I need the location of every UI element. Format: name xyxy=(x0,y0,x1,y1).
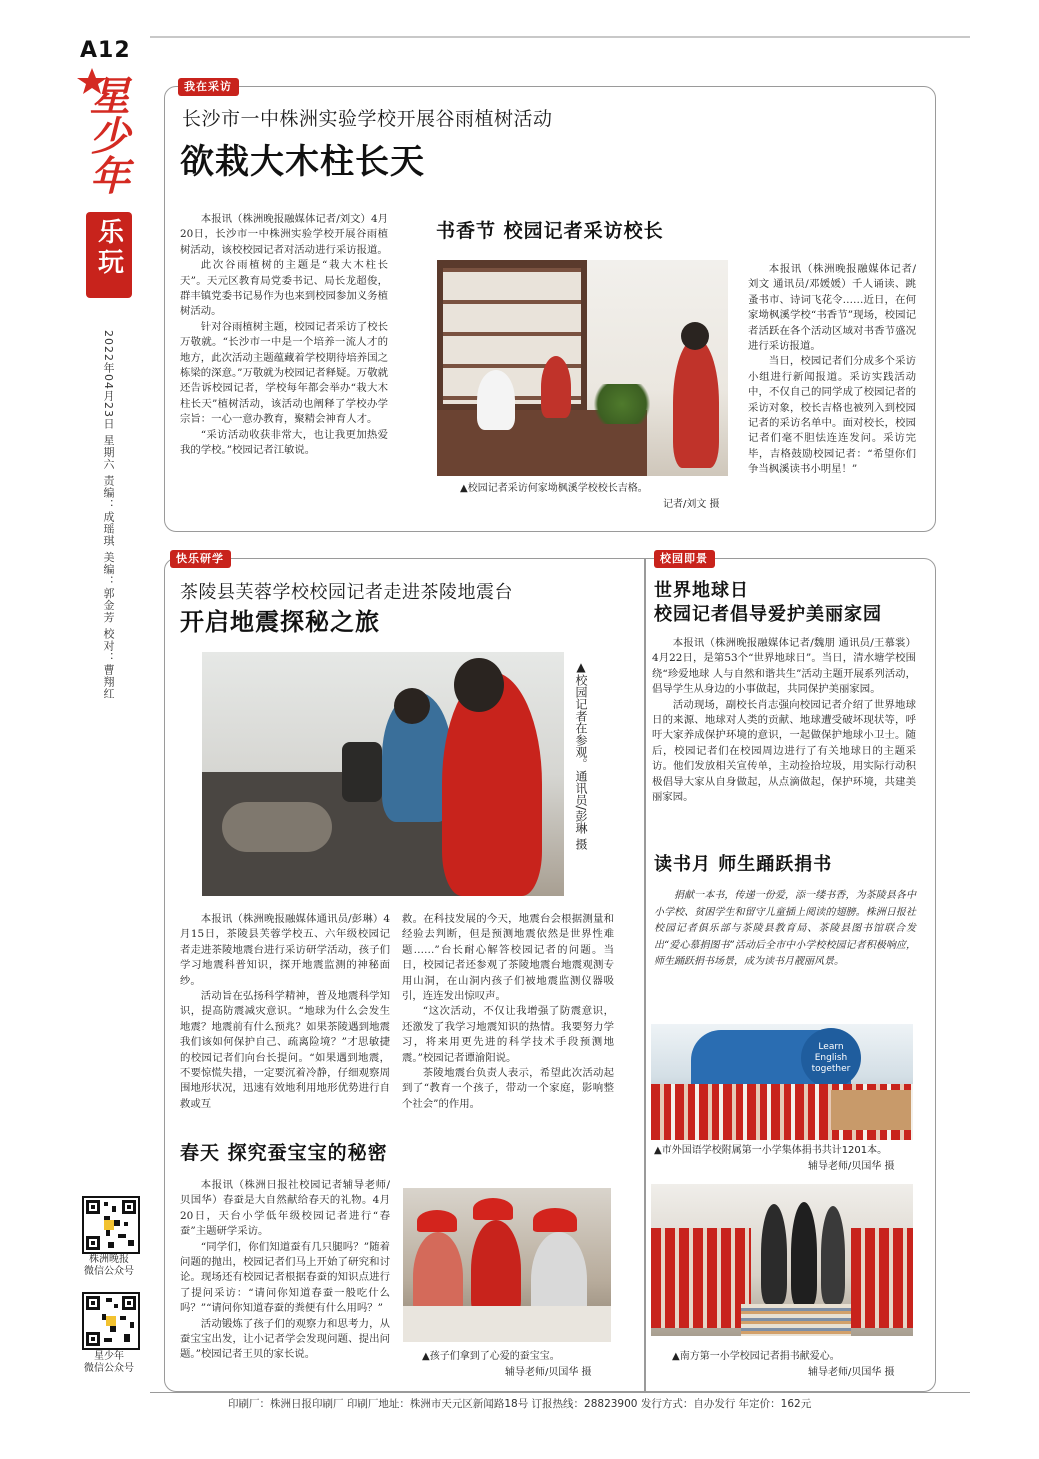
instrument-cylinder xyxy=(222,802,332,852)
red-cap xyxy=(533,1208,577,1232)
story2-body xyxy=(748,262,916,478)
qr-pattern-icon xyxy=(84,1294,138,1348)
story3-kicker: 茶陵县芙蓉学校校园记者走进茶陵地震台 xyxy=(180,582,513,603)
story1-paragraph: 此次谷雨植树的主题是“栽大木柱长天”。天元区教育局党委书记、局长龙超俊，群丰镇党委书记易作为也来到校园参加义务植树活动。 xyxy=(180,259,388,318)
book-boxes xyxy=(831,1090,911,1130)
story4-photo xyxy=(403,1188,611,1342)
story5-body xyxy=(652,636,916,805)
story4-paragraph: 活动锻炼了孩子们的观察力和思考力，从蚕宝宝出发，让小记者学会发现问题、提出问题。”校园记者王贝的家长说。 xyxy=(180,1317,390,1361)
student-group xyxy=(651,1228,751,1328)
reporter-figure xyxy=(673,338,719,468)
story6-photo2-credit: 辅导老师/贝国华 摄 xyxy=(808,1367,895,1378)
qr-label-1 xyxy=(72,1254,146,1278)
qr-label-2 xyxy=(72,1351,146,1375)
qr-label-2-line2: 微信公众号 xyxy=(84,1363,134,1374)
footer: 印刷厂：株洲日报印刷厂 印刷厂地址：株洲市天元区新闻路18号 订报热线：28823900 发行方式：自办发行 年定价：162元 xyxy=(228,1398,812,1410)
svg-text:少: 少 xyxy=(90,114,130,160)
story2-credit: 记者/刘文 摄 xyxy=(663,499,720,510)
story5-headline-line2: 校园记者倡导爱护美丽家园 xyxy=(654,604,882,625)
adult-figure xyxy=(821,1206,845,1304)
story3-paragraph: 本报讯（株洲晚报融媒体通讯员/彭琳）4月15日，茶陵县芙蓉学校五、六年级校园记者走进茶陵地震台进行采访研学活动，孩子们学习地震科普知识，探开地震监测的神秘面纱。 xyxy=(180,913,390,987)
story1-paragraph: 针对谷雨植树主题，校园记者采访了校长万敬就。“长沙市一中是一个培养一流人才的地方，此次活动主题蕴藏着学校期待培养国之栋梁的深意。”万敬就为校园记者释疑。万敬就还告诉校园记者，学校每年都会举办“栽大木柱长天”植树活动，该活动也阐释了学校办学宗旨：一心一意办教育，聚精会神育人才。 xyxy=(180,320,388,426)
red-cap xyxy=(417,1210,457,1232)
student-group xyxy=(851,1228,913,1328)
student-head xyxy=(454,658,504,712)
story1-headline: 欲栽大木柱长天 xyxy=(180,142,425,182)
story4-paragraph: “同学们，你们知道蚕有几只腿吗？”随着问题的抛出，校园记者们马上开始了研究和讨论。现场还有校园记者根据春蚕的知识点进行了提问采访：“请问你知道春蚕一般吃什么吗？”“请问你知道春蚕的粪便有什么用吗？” xyxy=(180,1240,390,1315)
story3-tag: 快乐研学 xyxy=(170,550,231,568)
footer-rule xyxy=(150,1392,970,1393)
story6-photo1 xyxy=(651,1024,913,1140)
child-figure xyxy=(471,1220,521,1320)
story3-paragraph: “这次活动，不仅让我增强了防震意识，还激发了我学习地震知识的热情。我要努力学习，将来用更先进的科学技术手段预测地震。”校园记者谭渝阳说。 xyxy=(402,1005,614,1064)
reporter-figure xyxy=(541,356,571,418)
qr-label-1-line2: 微信公众号 xyxy=(84,1266,134,1277)
story2-photo xyxy=(437,260,728,476)
qr-code-star-youth[interactable] xyxy=(82,1292,140,1350)
red-cap xyxy=(473,1198,513,1220)
reporter-head xyxy=(681,322,709,350)
section-label xyxy=(86,212,132,298)
qr-pattern-icon xyxy=(84,1198,138,1252)
qr-code-zhuzhou-evening[interactable] xyxy=(82,1196,140,1254)
story6-photo1-credit: 辅导老师/贝国华 摄 xyxy=(808,1161,895,1172)
story6-intro-text: 捐献一本书，传递一份爱，添一缕书香，为茶陵县各中小学校、贫困学生和留守儿童插上阅读的翅膀。株洲日报社校园记者俱乐部与茶陵县教育局、茶陵县图书馆联合发出“爱心慕捐图书”活动后全市中小学校校园记者积极响应，师生踊跃捐书场景，成为读书月靓丽风景。 xyxy=(654,890,916,967)
student-head xyxy=(394,688,430,724)
story2-caption: ▲校园记者采访何家坳枫溪学校校长吉格。 xyxy=(460,483,648,494)
section-label-text: 乐玩 xyxy=(93,218,124,278)
dateline: 2022年04月23日 星期六 责编：成瑶琪 美编：郭金芳 校对：曹翔红 xyxy=(102,330,115,700)
story1-paragraph: 本报讯（株洲晚报融媒体记者/刘文）4月20日，长沙市一中株洲实验学校开展谷雨植树活动，该校校园记者对活动进行采访报道。 xyxy=(180,213,388,256)
story3-col1 xyxy=(180,912,390,1112)
story4-credit: 辅导老师/贝国华 摄 xyxy=(505,1367,592,1378)
story6-intro xyxy=(654,888,916,971)
adult-figure xyxy=(761,1204,787,1304)
story6-photo2 xyxy=(651,1184,913,1336)
story5-paragraph: 活动现场，副校长肖志强向校园记者介绍了世界地球日的来源、地球对人类的贡献、地球遭受破坏现状等，呼吁大家养成保护环境的意识，一起做保护地球小卫士。随后，校园记者们在校园周边进行了有关地球日的主题采访。他们发放相关宣传单，主动捡拾垃圾，用实际行动积极倡导大家从自身做起，从点滴做起，保护环境，共建美丽家园。 xyxy=(652,698,916,804)
book-stack xyxy=(741,1304,851,1336)
instrument-cylinder xyxy=(342,742,382,802)
story4-caption: ▲孩子们拿到了心爱的蚕宝宝。 xyxy=(422,1351,560,1362)
story1-body xyxy=(180,212,388,459)
story4-headline: 春天 探究蚕宝宝的秘密 xyxy=(180,1142,388,1164)
story5-headline-line1: 世界地球日 xyxy=(654,580,749,601)
story3-paragraph: 活动旨在弘扬科学精神，普及地震科学知识，提高防震减灾意识。“地球为什么会发生地震？地震前有什么预兆？如果茶陵遇到地震我们该如何保护自己、疏离险境？”才思敏捷的校园记者们向台长提问。“如果遇到地震，不要惊慌失措，一定要沉着冷静，仔细观察周围地形状况，迅速有效地利用地形优势进行自救或互 xyxy=(180,990,390,1110)
top-rule xyxy=(150,36,970,38)
story3-paragraph: 救。在科技发展的今天，地震台会根据测量和经验去判断，但是预测地震依然是世界性难题……”台长耐心解答校园记者的问题。当日，校园记者还参观了茶陵地震台地震观测专用山洞，在山洞内孩子们被地震监测仪器吸引，连连发出惊叹声。 xyxy=(402,913,614,1003)
story6-photo2-caption: ▲南方第一小学校园记者捐书献爱心。 xyxy=(672,1351,840,1362)
story3-col2 xyxy=(402,912,614,1112)
qr-label-2-line1: 星少年 xyxy=(94,1351,124,1362)
story3-headline: 开启地震探秘之旅 xyxy=(180,608,380,636)
story5-tag: 校园即景 xyxy=(654,550,715,568)
story2-headline: 书香节 校园记者采访校长 xyxy=(436,220,664,242)
story6-photo1-caption: ▲市外国语学校附属第一小学集体捐书共计1201本。 xyxy=(654,1145,888,1156)
story3-paragraph: 茶陵地震台负责人表示，希望此次活动起到了“教育一个孩子，带动一个家庭，影响整个社会”的作用。 xyxy=(402,1067,614,1110)
svg-text:年: 年 xyxy=(90,154,130,196)
desk xyxy=(403,1306,611,1342)
story5-paragraph: 本报讯（株洲晚报融媒体记者/魏朋 通讯员/王慕裳）4月22日，是第53个“世界地球日”。当日，清水塘学校围绕“珍爱地球 人与自然和谐共生”活动主题开展系列活动，倡导学生从身边的小事做起，共同保护美丽家园。 xyxy=(652,637,916,696)
logo xyxy=(74,66,146,196)
story3-caption-vertical: ▲校园记者在参观。通讯员/彭琳 摄 xyxy=(574,660,588,850)
story1-paragraph: “采访活动收获非常大，也让我更加热爱我的学校。”校园记者江敏说。 xyxy=(180,428,388,457)
qr-label-1-line1: 株洲晚报 xyxy=(89,1254,129,1265)
story1-kicker: 长沙市一中株洲实验学校开展谷雨植树活动 xyxy=(182,108,553,130)
interviewee-figure xyxy=(477,370,515,430)
svg-text:星: 星 xyxy=(90,74,130,120)
story3-photo xyxy=(202,652,564,896)
page-number: A12 xyxy=(80,38,131,63)
story2-paragraph: 本报讯（株洲晚报融媒体记者/刘文 通讯员/邓媛媛）千人诵读、跳蚤书市、诗词飞花令……近日，在何家坳枫溪学校“书香节”现场，校园记者活跃在各个活动区域对书香节盛况进行采访报道。 xyxy=(748,263,916,353)
plant xyxy=(587,384,657,424)
story1-tag: 我在采访 xyxy=(178,78,239,96)
story6-headline: 读书月 师生踊跃捐书 xyxy=(654,854,833,875)
story4-body xyxy=(180,1178,390,1363)
story2-paragraph: 当日，校园记者们分成多个采访小组进行新闻报道。采访实践活动中，不仅自己的同学成了校园记者的采访对象，校长吉格也被列入到校园记者的采访名单中。面对校长，校园记者们毫不胆怯连连发问。采访完毕，吉格鼓励校园记者：“希望你们争当枫溪读书小明星！” xyxy=(748,355,916,476)
board-text: Learn English together xyxy=(811,1042,851,1074)
display-board-circle xyxy=(801,1028,861,1088)
story4-paragraph: 本报讯（株洲日报社校园记者辅导老师/贝国华）春蚕是大自然献给春天的礼物。4月20日，天台小学低年级校园记者进行“春蚕”主题研学采访。 xyxy=(180,1179,390,1238)
adult-figure xyxy=(791,1202,817,1306)
